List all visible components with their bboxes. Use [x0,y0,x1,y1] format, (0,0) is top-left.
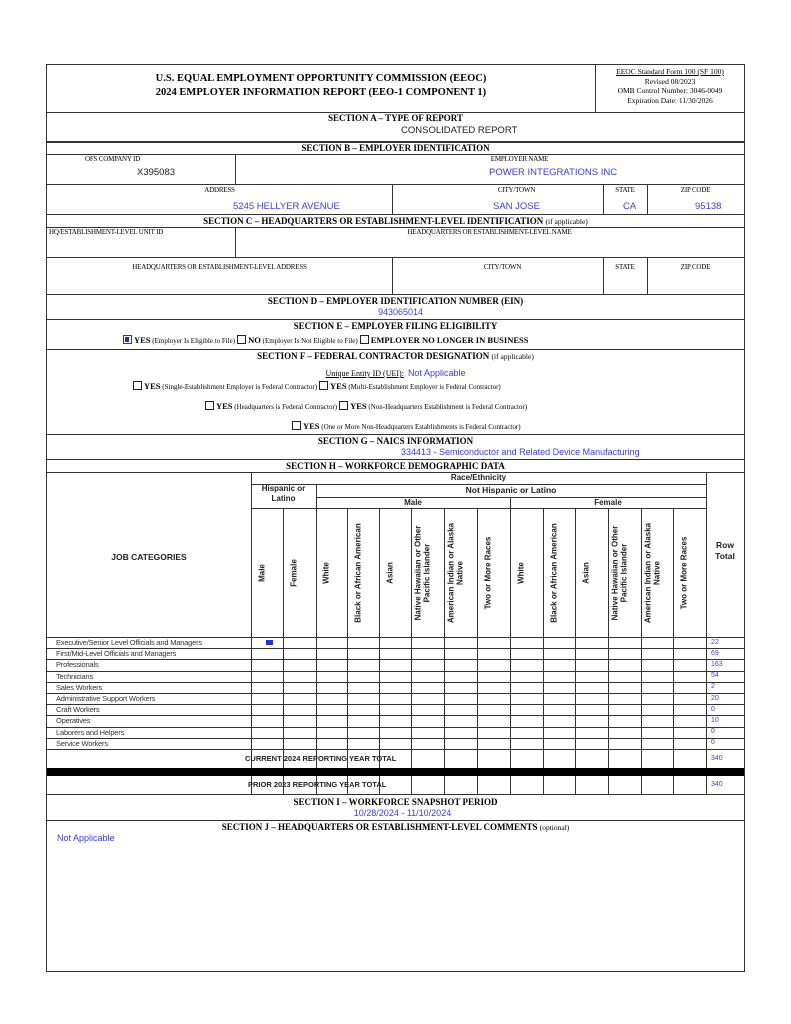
one-or-more-non-hq-checkbox[interactable] [292,421,301,430]
section-c-title-suffix: (if applicable) [545,217,588,226]
zip-label: ZIP CODE [680,186,711,194]
job-category-label: Administrative Support Workers [56,694,156,703]
ein-value: 943065014 [377,307,424,317]
column-header-9: White [516,561,526,584]
section-b-title: SECTION B – EMPLOYER IDENTIFICATION [301,143,490,153]
section-c-title [47,216,744,226]
no-longer-in-business-label: EMPLOYER NO LONGER IN BUSINESS [370,335,529,345]
current-year-total-label: CURRENT 2024 REPORTING YEAR TOTAL [245,754,397,763]
zip-value: 95138 [695,201,722,212]
job-category-label: Laborers and Helpers [56,727,125,737]
job-category-label: Operatives [56,716,91,726]
hispanic-header: Hispanic or Latino [261,484,306,503]
row-total-value: 20 [711,694,719,702]
row-total-value: 0 [711,728,715,736]
row-line [47,738,744,739]
report-type: CONSOLIDATED REPORT [401,125,518,136]
column-header-11: Asian [581,561,591,584]
headquarters-label: YES [216,401,233,411]
company-id-label: OFS COMPANY ID [85,155,141,163]
row-line [47,715,744,716]
column-header-8: Two or More Races [483,536,493,609]
row-line [47,704,744,705]
form-title [47,72,595,100]
non-hq-establishment-label: YES [350,401,367,411]
no-longer-in-business-option[interactable] [360,336,529,345]
column-header-10: Black or African American [549,522,559,623]
data-cell-marker [266,640,273,645]
section-f-title-suffix: (if applicable) [491,352,534,361]
column-header-14: Two or More Races [679,536,689,609]
single-establishment-option[interactable] [133,382,317,391]
section-g-title: SECTION G – NAICS INFORMATION [317,436,474,446]
multi-establishment-option[interactable] [319,382,501,391]
multi-establishment-label: YES [330,381,347,391]
fed-contractor-row1 [133,381,501,391]
job-category-label: Executive/Senior Level Officials and Managers [56,638,202,647]
row-line [47,727,744,728]
row-line [47,682,744,683]
section-j-title-text: SECTION J – HEADQUARTERS OR ESTABLISHMENT-LEVEL COMMENTS [221,822,538,832]
prior-year-total-value: 340 [711,781,723,788]
employer-name-label: EMPLOYER NAME [490,155,549,163]
column-header-12: Native Hawaiian or Other Pacific Islander [610,525,629,620]
job-category-label: Craft Workers [56,705,100,715]
job-categories-header: JOB CATEGORIES [111,552,187,562]
fed-contractor-row3 [292,421,521,431]
total-col-divider [706,472,707,794]
form-title-line2: 2024 EMPLOYER INFORMATION REPORT (EEO-1 COMPONENT 1) [155,87,487,98]
comments-value: Not Applicable [57,833,115,843]
form-name: EEOC Standard Form 100 (SF 100) [616,67,724,76]
fed-contractor-row2 [205,401,527,411]
uei-row [47,363,744,381]
eligibility-no-checkbox[interactable] [237,335,246,344]
non-hq-establishment-desc: (Non-Headquarters Establishment is Federal Contractor) [366,403,528,411]
hq-state-label: STATE [615,263,635,271]
headquarters-option[interactable] [205,402,337,411]
uei-value: Not Applicable [407,368,466,378]
naics-value: 334413 - Semiconductor and Related Device Manufacturing [401,447,640,457]
non-hq-establishment-option[interactable] [339,402,527,411]
row-total-value: 2 [711,683,715,691]
no-longer-in-business-checkbox[interactable] [360,335,369,344]
city-value: SAN JOSE [493,201,540,212]
table-bottom-line [47,794,744,795]
city-label: CITY/TOWN [497,186,536,194]
section-a-title: SECTION A – TYPE OF REPORT [328,113,463,123]
column-header-3: White [321,561,331,584]
address-label: ADDRESS [204,186,235,194]
single-establishment-checkbox[interactable] [133,381,142,390]
row-total-value: 163 [711,660,723,668]
column-header-line [251,508,706,509]
male-header: Male [404,497,422,507]
section-h-title: SECTION H – WORKFORCE DEMOGRAPHIC DATA [286,461,505,471]
one-or-more-non-hq-desc: (One or More Non-Headquarters Establishments is Federal Contractor) [319,423,521,431]
form-title-line1: U.S. EQUAL EMPLOYMENT OPPORTUNITY COMMISSION (EEOC) [155,73,487,84]
eligibility-yes-option[interactable] [123,336,235,345]
column-header-5: Asian [385,561,395,584]
one-or-more-non-hq-option[interactable] [292,422,521,431]
eligibility-yes-checkbox[interactable] [123,335,132,344]
state-label: STATE [615,186,635,194]
row-line [47,749,744,750]
prior-year-total-label: PRIOR 2023 REPORTING YEAR TOTAL [248,780,387,789]
job-category-label: Technicians [56,671,93,681]
row-total-value: 69 [711,649,719,657]
column-header-2: Female [289,558,299,587]
eligibility-no-label: NO [248,335,261,345]
not-hispanic-header: Not Hispanic or Latino [465,485,557,495]
row-total-header: Row Total [715,540,735,561]
section-f-title-text: SECTION F – FEDERAL CONTRACTOR DESIGNATION [257,351,490,361]
section-c-title-text: SECTION C – HEADQUARTERS OR ESTABLISHMENT-LEVEL IDENTIFICATION [203,216,544,226]
section-e-options [123,335,528,345]
race-ethnicity-header: Race/Ethnicity [450,473,507,482]
form-revised: Revised 08/2023 [644,76,696,86]
single-establishment-label: YES [144,381,161,391]
section-d-title: SECTION D – EMPLOYER IDENTIFICATION NUMBER (EIN) [267,296,524,306]
eligibility-no-option[interactable] [237,336,358,345]
job-category-label: Professionals [56,660,99,670]
job-category-label: Service Workers [56,738,108,748]
column-header-4: Black or African American [353,522,363,623]
row-total-value: 54 [711,672,719,680]
separator-bar [47,768,744,776]
section-j-title-suffix: (optional) [539,823,570,832]
current-year-total-value: 340 [711,755,723,762]
omb-control-number: OMB Control Number: 3046-0049 [617,86,723,95]
form-info-box [595,67,745,105]
snapshot-period: 10/28/2024 - 11/10/2024 [353,808,452,818]
one-or-more-non-hq-label: YES [303,421,320,431]
row-total-value: 22 [711,638,719,646]
row-line [47,671,744,672]
section-i-title: SECTION I – WORKFORCE SNAPSHOT PERIOD [293,797,498,807]
section-f-title [47,351,744,361]
eligibility-no-desc: (Employer Is Not Eligible to File) [260,337,358,345]
eeo1-form [46,64,745,972]
expiration-date: Expiration Date: 11/30/2026 [627,95,713,105]
row-total-value: 0 [711,705,715,713]
multi-establishment-checkbox[interactable] [319,381,328,390]
job-category-label: Sales Workers [56,682,103,692]
hq-name-label: HEADQUARTERS OR ESTABLISHMENT-LEVEL NAME [407,228,572,236]
eligibility-yes-label: YES [134,335,151,345]
company-id-value: X395083 [137,167,176,178]
headquarters-checkbox[interactable] [205,401,214,410]
row-total-value: 0 [711,739,715,747]
section-j-title [47,822,744,832]
column-header-1: Male [257,563,267,582]
hq-zip-label: ZIP CODE [680,263,711,271]
row-total-value: 10 [711,716,719,724]
address-value: 5245 HELLYER AVENUE [233,201,340,212]
job-category-label: First/Mid-Level Officials and Managers [56,649,177,659]
multi-establishment-desc: (Multi-Establishment Employer is Federal Contractor) [346,383,501,391]
non-hq-establishment-checkbox[interactable] [339,401,348,410]
column-header-6: Native Hawaiian or Other Pacific Islander [413,525,432,620]
row-line [47,659,744,660]
hq-unit-id-label: HQ/ESTABLISHMENT-LEVEL UNIT ID [49,228,164,236]
hq-city-label: CITY/TOWN [483,263,522,271]
eligibility-yes-desc: (Employer Is Eligible to File) [150,337,236,345]
single-establishment-desc: (Single-Establishment Employer is Federal Contractor) [160,383,318,391]
state-value: CA [623,201,637,212]
uei-label: Unique Entity ID (UEI): [325,369,404,378]
column-header-13: American Indian or Alaska Native [642,522,661,623]
female-header: Female [594,497,622,507]
column-header-7: American Indian or Alaska Native [446,522,465,623]
employer-name-value: POWER INTEGRATIONS INC [489,167,618,178]
hq-address-label: HEADQUARTERS OR ESTABLISHMENT-LEVEL ADDRESS [132,263,307,271]
headquarters-desc: (Headquarters is Federal Contractor) [232,403,338,411]
section-e-title: SECTION E – EMPLOYER FILING ELIGIBILITY [293,321,498,331]
